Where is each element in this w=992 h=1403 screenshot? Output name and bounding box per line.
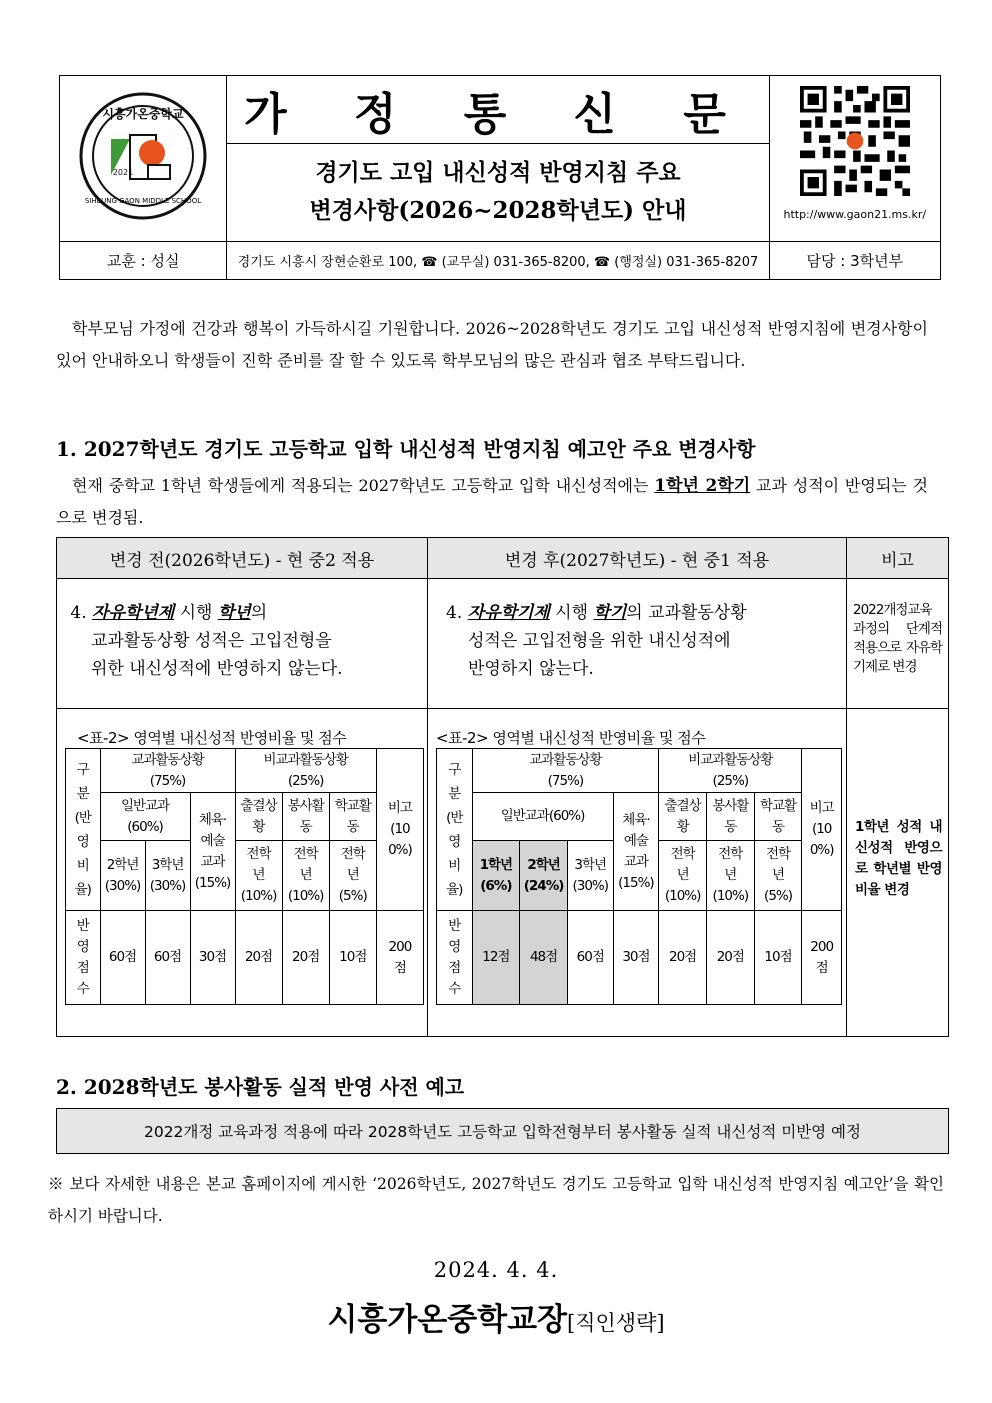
before-pct10b: (10%) <box>287 888 324 904</box>
col-note-header: 비고 <box>847 538 949 579</box>
section1-body-pre: 현재 중학교 1학년 학생들에게 적용되는 2027학년도 고등학교 입학 내신성적에는 <box>72 476 655 495</box>
before-chulgyeol-jeon <box>235 841 282 911</box>
after-pct10a: (10%) <box>664 888 701 904</box>
logo-year: 2021 <box>113 168 134 178</box>
after-chey-label: 체육·예술교과 <box>622 811 650 870</box>
after-chulgyeol-jeon <box>659 841 707 911</box>
before-bigo <box>376 749 423 911</box>
after-score-label <box>437 911 473 1005</box>
before-yr3-pct: (30%) <box>149 877 186 894</box>
after-bigyogwa-pct: (25%) <box>712 772 749 789</box>
before-gubun-text: 구분(반영비율) <box>74 761 91 898</box>
after-score-6: 10점 <box>754 911 802 1005</box>
before-pct5: (5%) <box>338 888 367 904</box>
after-yr3-pct: (30%) <box>572 877 609 894</box>
page-subtitle-line1: 경기도 고입 내신성적 반영지침 주요 <box>315 159 681 186</box>
before-score-label-text: 반영점수 <box>76 917 89 997</box>
school-logo <box>78 91 208 221</box>
before-rule-keyword1: 자유학년제 <box>92 603 175 623</box>
school-address: 경기도 시흥시 장현순환로 100, ☎ (교무실) 031-365-8200, ☎ (행정실) 031-365-8207 <box>227 241 769 279</box>
before-bongsa: 봉사활동 <box>282 793 329 841</box>
after-bigo-label: 비고 <box>809 800 834 816</box>
before-rule-text <box>57 579 428 709</box>
contact-dept: 담당 : 3학년부 <box>769 241 940 279</box>
after-yr3-label: 3학년 <box>574 856 607 873</box>
after-gyogwa-label: 교과활동상황 <box>529 751 602 768</box>
after-jeon3: 전학년 <box>765 846 791 883</box>
after-score-table <box>436 748 842 1005</box>
section1-heading: 1. 2027학년도 경기도 고등학교 입학 내신성적 반영지침 예고안 주요 변경사항 <box>56 437 756 461</box>
before-chulgyeol: 출결상황 <box>235 793 282 841</box>
before-hakgyo-jeon <box>329 841 376 911</box>
school-logo-cell <box>60 76 227 242</box>
after-ilban: 일반교과(60%) <box>472 793 613 841</box>
after-hakgyo: 학교활동 <box>754 793 802 841</box>
after-chulgyeol: 출결상황 <box>659 793 707 841</box>
after-yr1-label: 1학년 <box>479 856 513 873</box>
before-bigo-label: 비고 <box>387 800 412 816</box>
after-rule-text2: 의 교과활동상황 <box>626 603 747 623</box>
before-score-0: 60점 <box>100 911 145 1005</box>
col-after-header: 변경 후(2027학년도) - 현 중1 적용 <box>428 538 847 579</box>
before-jeon2: 전학년 <box>293 846 318 883</box>
before-score-label <box>66 911 101 1005</box>
before-gyogwa <box>100 749 235 793</box>
after-gyogwa <box>472 749 659 793</box>
before-chey-pct: (15%) <box>194 874 231 891</box>
qr-code-icon[interactable] <box>800 86 910 196</box>
page-subtitle-line2: 변경사항(2026~2028학년도) 안내 <box>309 197 687 224</box>
before-ilban-label: 일반교과 <box>120 797 170 814</box>
before-gyogwa-pct: (75%) <box>149 772 186 789</box>
after-gubun <box>437 749 473 911</box>
before-table-caption: <표-2> 영역별 내신성적 반영비율 및 점수 <box>77 729 347 747</box>
after-score-5: 20점 <box>706 911 754 1005</box>
section1-body-post: 교과 성적이 반영되는 것으로 변경됨. <box>56 476 929 527</box>
after-pct10b: (10%) <box>712 888 749 904</box>
page-title: 가 정 통 신 문 <box>244 88 752 140</box>
after-jeon2: 전학년 <box>718 846 743 883</box>
after-yr1 <box>472 841 520 911</box>
after-yr1-pct: (6%) <box>480 877 512 894</box>
after-rule-line3: 반영하지 않는다. <box>468 659 594 679</box>
after-bigyogwa-label: 비교과활동상황 <box>688 751 773 768</box>
after-rule-line2: 성적은 고입전형을 위한 내신성적에 <box>468 631 731 651</box>
before-bigyogwa <box>235 749 376 793</box>
after-bongsa-jeon <box>706 841 754 911</box>
section2-box: 2022개정 교육과정 적용에 따라 2028학년도 고등학교 입학전형부터 봉사활동 실적 내신성적 미반영 예정 <box>56 1108 949 1154</box>
before-score-1: 60점 <box>145 911 190 1005</box>
before-hakgyo: 학교활동 <box>329 793 376 841</box>
before-score-6: 200점 <box>376 911 423 1005</box>
after-yr2-pct: (24%) <box>523 877 564 894</box>
after-bigyogwa <box>659 749 802 793</box>
newsletter-header <box>59 75 941 280</box>
before-chey <box>190 793 235 911</box>
after-gubun-text: 구분(반영비율) <box>446 761 463 898</box>
before-bigo-pct: (100%) <box>388 821 412 858</box>
after-bongsa: 봉사활동 <box>706 793 754 841</box>
note-cell-1: 2022개정교육과정의 단계적 적용으로 자유학기제로 변경 <box>847 579 949 709</box>
after-bigo-pct: (100%) <box>809 821 834 858</box>
logo-bottom-text: SIHEUNG GAON MIDDLE SCHOOL <box>85 197 202 206</box>
before-bigyogwa-label: 비교과활동상황 <box>263 751 348 768</box>
before-yr3-label: 3학년 <box>151 856 184 873</box>
before-score-3: 20점 <box>235 911 282 1005</box>
before-rule-text1: 시행 <box>174 603 218 623</box>
after-bigo <box>802 749 842 911</box>
after-score-3: 30점 <box>613 911 659 1005</box>
before-ilban <box>100 793 190 841</box>
homepage-url[interactable]: http://www.gaon21.ms.kr/ <box>783 208 927 221</box>
note-cell-2: 1학년 성적 내신성적 반영으로 학년별 반영비율 변경 <box>847 709 949 1037</box>
before-rule-line3: 위한 내신성적에 반영하지 않는다. <box>91 659 343 679</box>
before-yr2-pct: (30%) <box>104 877 141 894</box>
after-rule-text <box>428 579 847 709</box>
comparison-table <box>56 537 949 1037</box>
logo-top-text: 시흥가온중학교 <box>102 107 184 122</box>
reference-note: ※ 보다 자세한 내용은 본교 홈페이지에 게시한 ‘2026학년도, 2027학년도 경기도 고등학교 입학 내신성적 반영지침 예고안’을 확인하시기 바랍니다. <box>48 1175 944 1225</box>
before-rule-text2: 의 <box>250 603 268 623</box>
intro-paragraph: 학부모님 가정에 건강과 행복이 가득하시길 기원합니다. 2026~2028학년도 경기도 고입 내신성적 반영지침에 변경사항이 있어 안내하오니 학생들이 진학 준비를 잘 할 수 있도록 학부모님의 많은 관심과 협조 부탁드립니다. <box>56 319 928 370</box>
before-rule-line2: 교과활동상황 성적은 고입전형을 <box>91 631 332 651</box>
after-gyogwa-pct: (75%) <box>547 772 584 789</box>
before-yr2-label: 2학년 <box>106 856 139 873</box>
before-rule-keyword2: 학년 <box>217 603 251 623</box>
before-yr2 <box>100 841 145 911</box>
after-chey-pct: (15%) <box>618 874 654 891</box>
after-score-1: 48점 <box>520 911 568 1005</box>
principal-signature: 시흥가온중학교장 <box>327 1302 568 1338</box>
before-score-4: 20점 <box>282 911 329 1005</box>
after-score-0: 12점 <box>472 911 520 1005</box>
after-jeon1: 전학년 <box>670 846 695 883</box>
after-rule-num: 4. <box>446 603 463 623</box>
school-motto: 교훈 : 성실 <box>60 241 227 279</box>
before-score-5: 10점 <box>329 911 376 1005</box>
after-hakgyo-jeon <box>754 841 802 911</box>
col-before-header: 변경 전(2026학년도) - 현 중2 적용 <box>57 538 428 579</box>
before-pct10a: (10%) <box>240 888 277 904</box>
issue-date: 2024. 4. 4. <box>433 1258 559 1282</box>
before-bigyogwa-pct: (25%) <box>287 772 324 789</box>
before-chey-label: 체육·예술교과 <box>198 811 227 870</box>
before-gubun <box>66 749 101 911</box>
before-score-table <box>65 748 424 1005</box>
before-table-cell <box>57 709 428 1037</box>
after-score-7: 200점 <box>802 911 842 1005</box>
after-yr2 <box>520 841 568 911</box>
section2-heading: 2. 2028학년도 봉사활동 실적 반영 사전 예고 <box>56 1075 465 1099</box>
after-chey <box>613 793 659 911</box>
before-jeon3: 전학년 <box>340 846 365 883</box>
after-pct5: (5%) <box>764 888 792 904</box>
before-gyogwa-label: 교과활동상황 <box>131 751 204 768</box>
section1-body-highlight: 1학년 2학기 <box>654 476 751 496</box>
before-score-2: 30점 <box>190 911 235 1005</box>
after-rule-text1: 시행 <box>549 603 594 623</box>
after-yr3 <box>567 841 613 911</box>
after-score-label-text: 반영점수 <box>448 917 461 997</box>
after-rule-keyword1: 자유학기제 <box>467 603 550 623</box>
before-yr3 <box>145 841 190 911</box>
after-table-cell <box>428 709 847 1037</box>
before-ilban-pct: (60%) <box>127 818 163 835</box>
after-table-caption: <표-2> 영역별 내신성적 반영비율 및 점수 <box>436 729 706 747</box>
before-bongsa-jeon <box>282 841 329 911</box>
seal-omitted: [직인생략] <box>567 1311 665 1335</box>
before-jeon1: 전학년 <box>246 846 271 883</box>
section1-body <box>56 470 928 534</box>
after-rule-keyword2: 학기 <box>593 603 627 623</box>
before-rule-num: 4. <box>70 603 87 623</box>
after-score-2: 60점 <box>567 911 613 1005</box>
after-score-4: 20점 <box>659 911 707 1005</box>
after-yr2-label: 2학년 <box>527 856 560 873</box>
